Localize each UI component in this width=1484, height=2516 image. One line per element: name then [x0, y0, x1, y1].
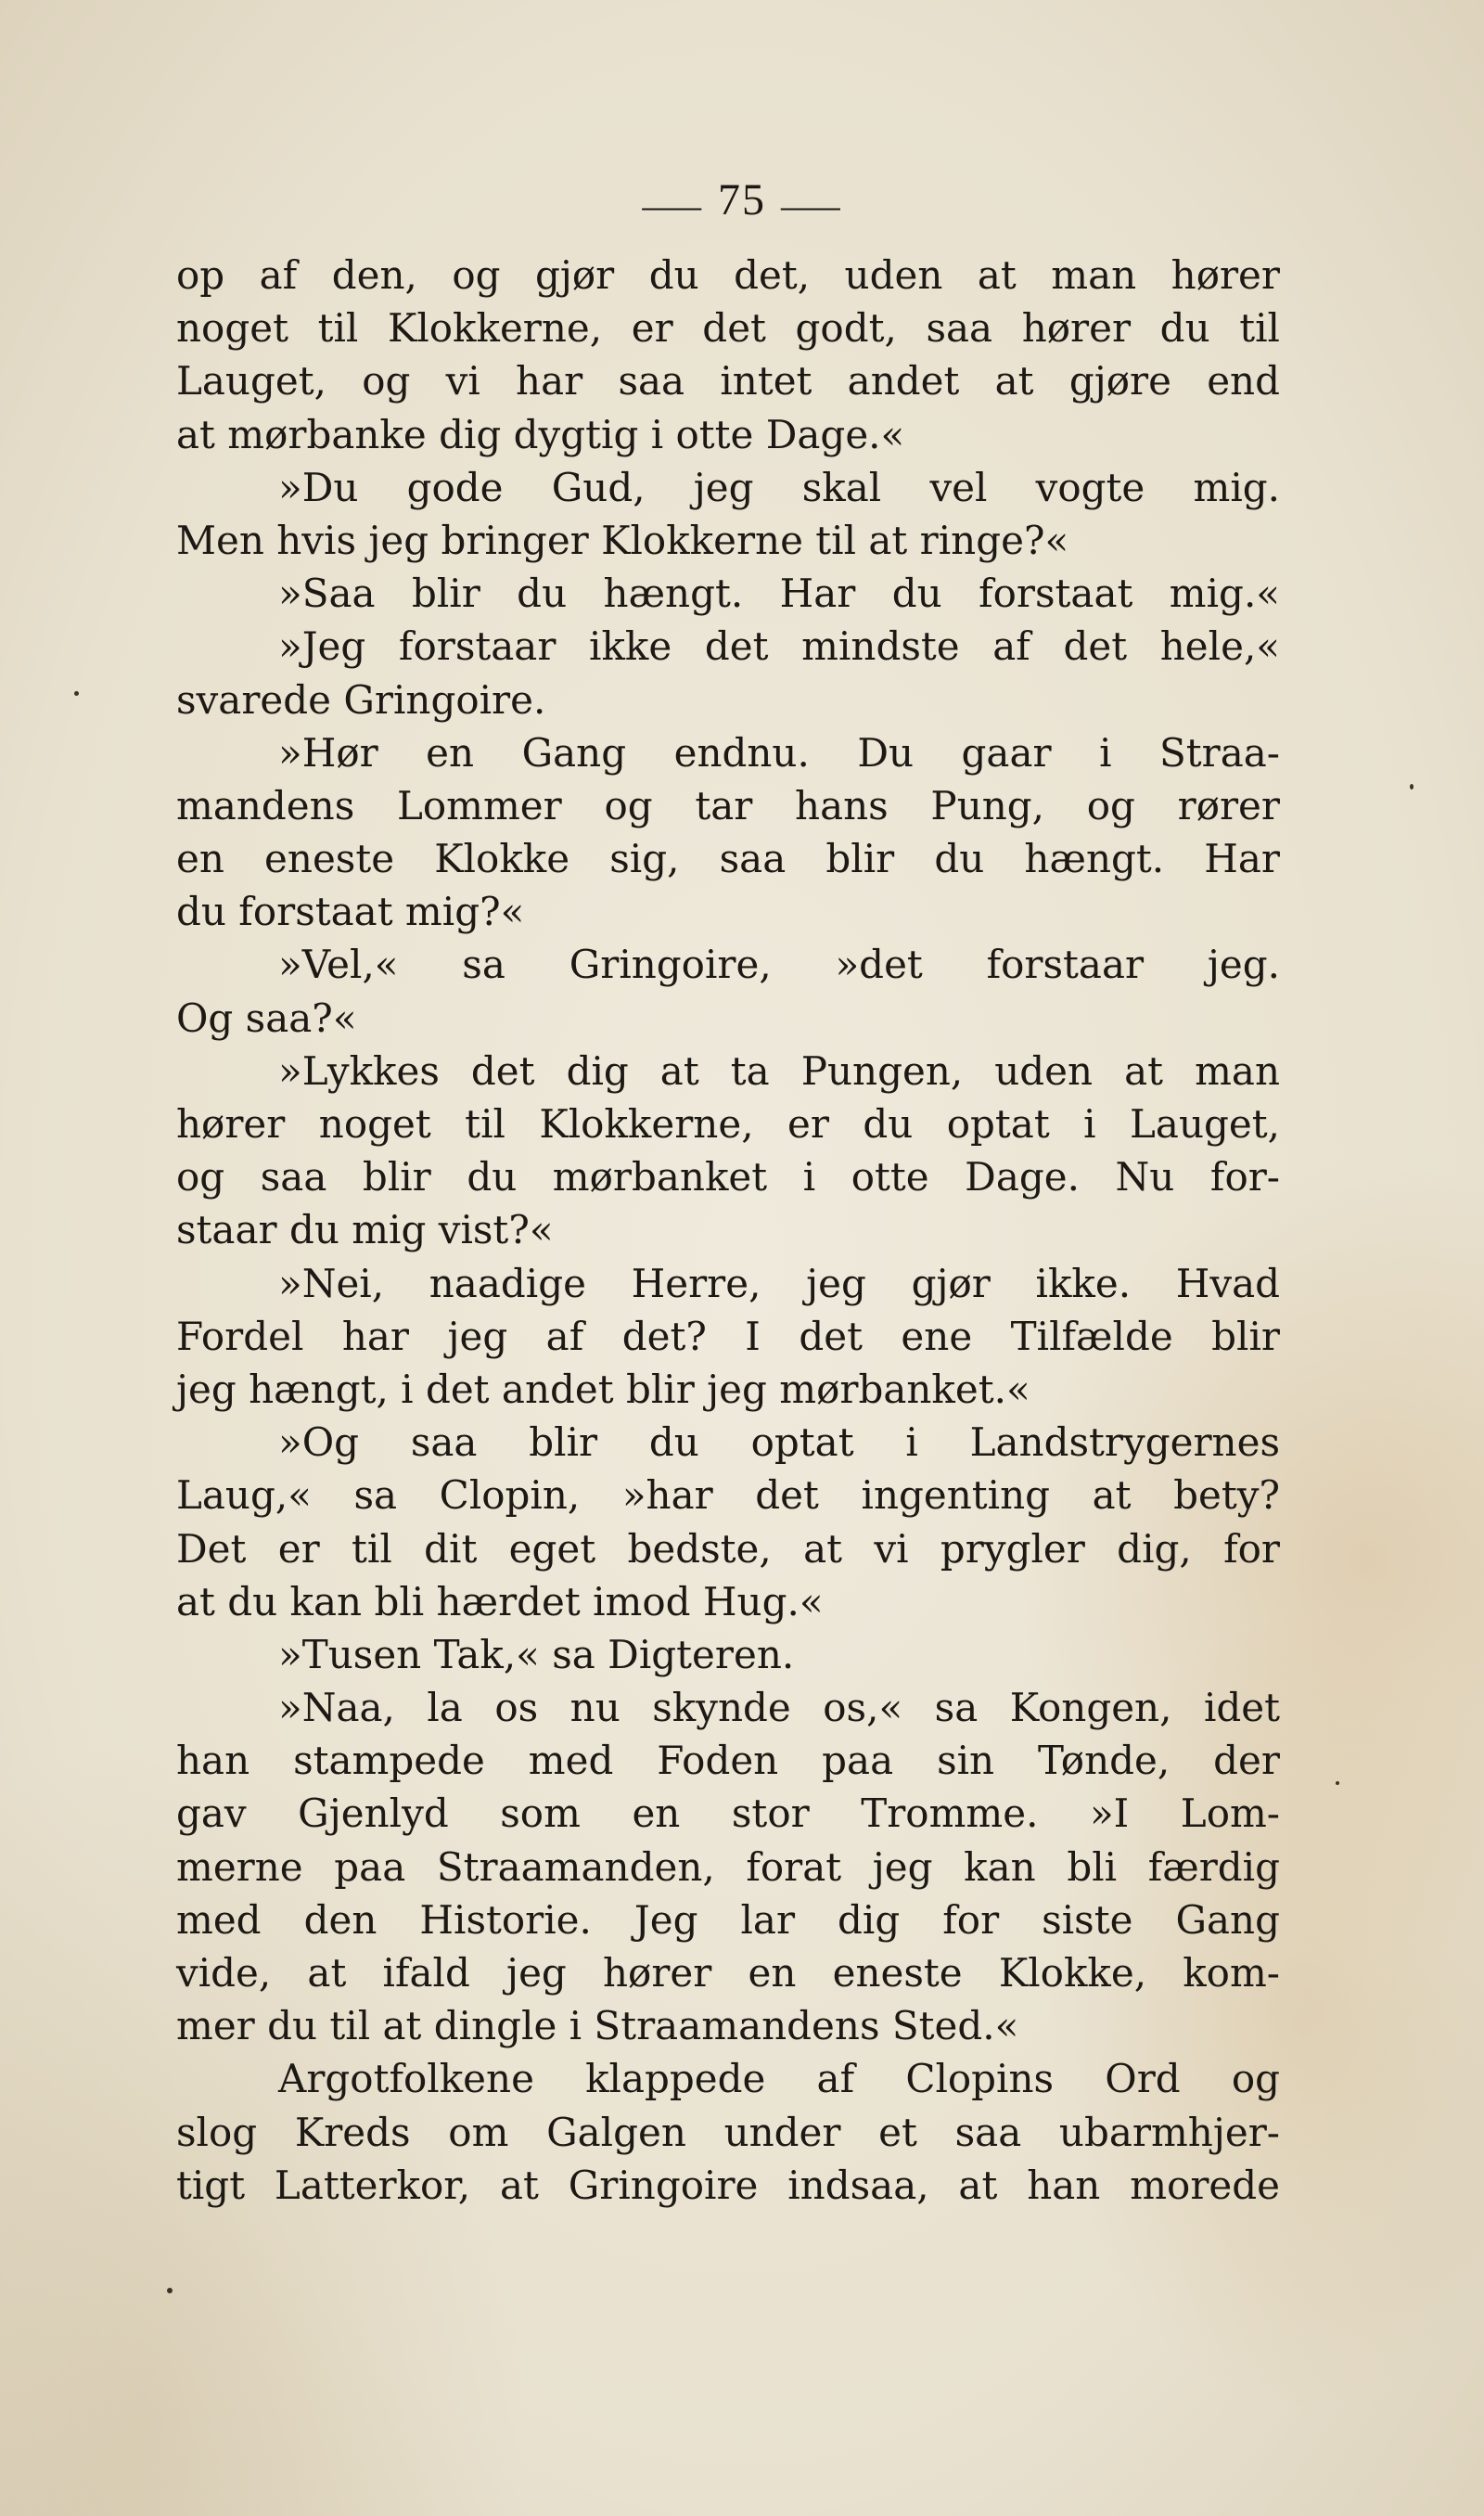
page-number: 75 [718, 175, 766, 225]
text-line: Fordel har jeg af det? I det ene Tilfælde blir [176, 1313, 1280, 1359]
text-line: vide, at ifald jeg hører en eneste Klokke, kom- [176, 1950, 1280, 1996]
text-line: Lauget, og vi har saa intet andet at gjøre end [176, 358, 1280, 404]
text-line: Argotfolkene klappede af Clopins Ord og [278, 2056, 1280, 2102]
text-line: Laug,« sa Clopin, »har det ingenting at bety? [176, 1472, 1280, 1519]
text-line: mandens Lommer og tar hans Pung, og rører [176, 782, 1280, 828]
text-line: slog Kreds om Galgen under et saa ubarmhjer- [176, 2109, 1280, 2155]
text-line: »Hør en Gang endnu. Du gaar i Straa- [278, 729, 1280, 776]
text-line: »Saa blir du hængt. Har du forstaat mig.« [278, 571, 1280, 617]
text-line: »Vel,« sa Gringoire, »det forstaar jeg. [278, 942, 1280, 988]
text-line: »Du gode Gud, jeg skal vel vogte mig. [278, 464, 1280, 510]
text-line: Det er til dit eget bedste, at vi prygler dig, for [176, 1525, 1280, 1572]
text-line: staar du mig vist?« [176, 1207, 554, 1253]
text-line: Men hvis jeg bringer Klokkerne til at ringe?« [176, 517, 1069, 563]
paper-speck [1336, 1781, 1339, 1785]
text-line: »Og saa blir du optat i Landstrygernes [278, 1419, 1280, 1466]
text-line: hører noget til Klokkerne, er du optat i Lauget, [176, 1101, 1280, 1147]
text-line: at mørbanke dig dygtig i otte Dage.« [176, 411, 905, 457]
text-line: »Lykkes det dig at ta Pungen, uden at man [278, 1047, 1280, 1094]
page-header [0, 174, 1484, 230]
ornament-left: ⸺ [640, 186, 705, 228]
paper-speck [167, 2288, 173, 2293]
text-line: svarede Gringoire. [176, 676, 546, 723]
ornament-right: ⸺ [779, 186, 844, 228]
text-line: mer du til at dingle i Straamandens Sted.« [176, 2003, 1019, 2049]
text-line: med den Historie. Jeg lar dig for siste Gang [176, 1896, 1280, 1943]
text-line: en eneste Klokke sig, saa blir du hængt. Har [176, 836, 1280, 882]
text-line: noget til Klokkerne, er det godt, saa hører du til [176, 305, 1280, 352]
text-line: han stampede med Foden paa sin Tønde, der [176, 1738, 1280, 1784]
text-line: og saa blir du mørbanket i otte Dage. Nu for- [176, 1154, 1280, 1200]
text-line: op af den, og gjør du det, uden at man hører [176, 252, 1280, 298]
paper-speck [1410, 784, 1414, 789]
text-line: merne paa Straamanden, forat jeg kan bli færdig [176, 1843, 1280, 1890]
text-line: Og saa?« [176, 995, 357, 1041]
text-line: »Jeg forstaar ikke det mindste af det hele,« [278, 623, 1280, 670]
text-line: gav Gjenlyd som en stor Tromme. »I Lom- [176, 1791, 1280, 1837]
text-line: »Tusen Tak,« sa Digteren. [278, 1631, 795, 1677]
paper-speck [74, 691, 79, 696]
body-text [176, 249, 1280, 2212]
text-line: at du kan bli hærdet imod Hug.« [176, 1578, 824, 1624]
text-line: tigt Latterkor, at Gringoire indsaa, at han morede [176, 2162, 1280, 2208]
text-line: du forstaat mig?« [176, 889, 525, 935]
text-line: »Naa, la os nu skynde os,« sa Kongen, idet [278, 1685, 1280, 1731]
text-line: »Nei, naadige Herre, jeg gjør ikke. Hvad [278, 1260, 1280, 1306]
text-line: jeg hængt, i det andet blir jeg mørbanket.« [176, 1366, 1030, 1412]
